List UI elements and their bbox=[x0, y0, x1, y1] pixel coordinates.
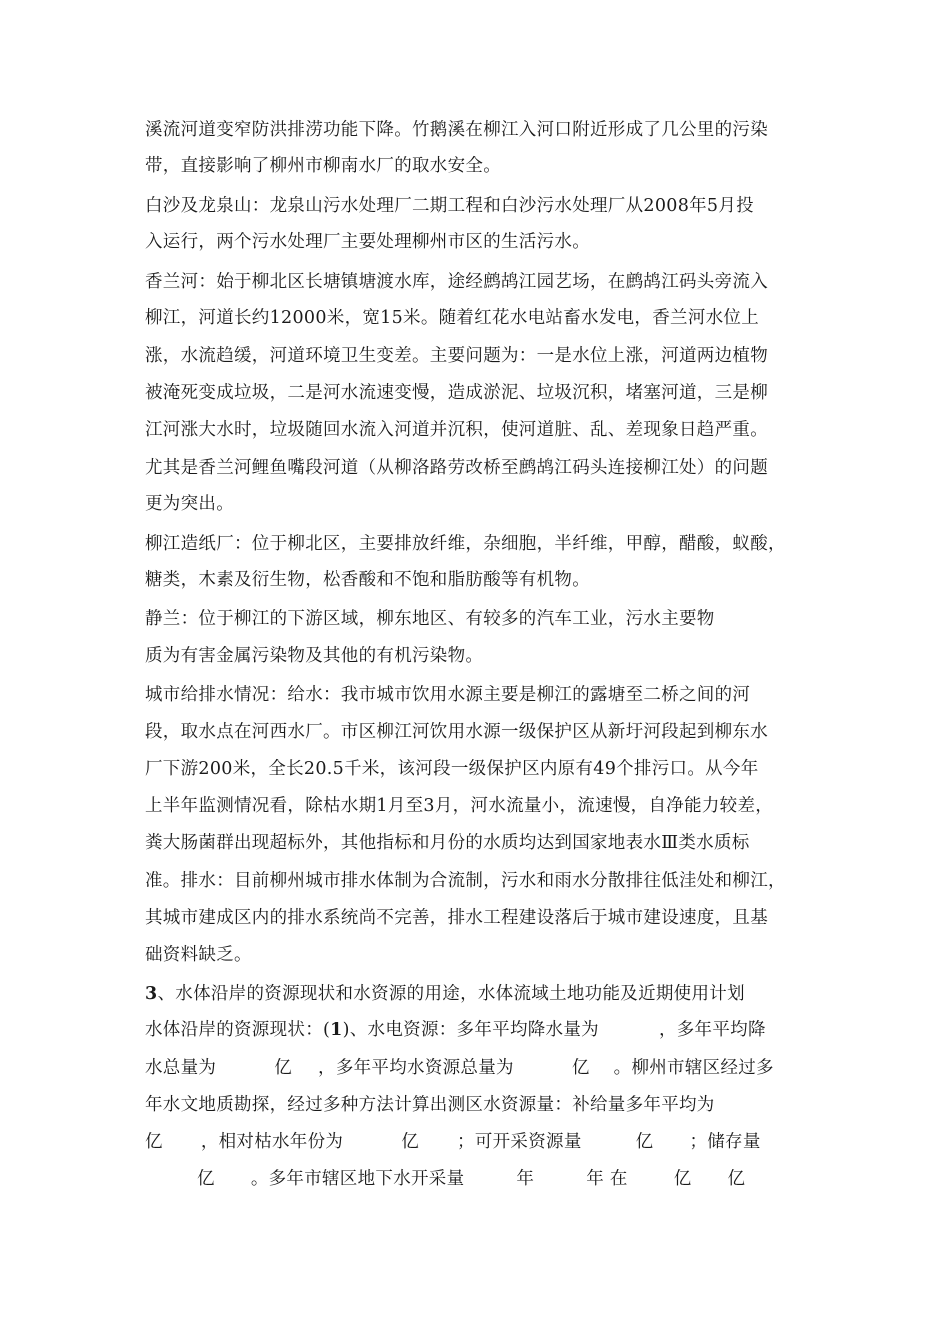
text-run: 亿 bbox=[145, 1132, 163, 1152]
section-heading bbox=[145, 982, 745, 1006]
paragraph-line: 涨，水流趋缓，河道环境卫生变差。主要问题为：一是水位上涨，河道两边植物 bbox=[145, 346, 768, 366]
text-run: 。多年市辖区地下水开采量 bbox=[250, 1169, 465, 1189]
paragraph-line: 更为突出。 bbox=[145, 494, 234, 514]
text-run: 年 bbox=[516, 1169, 535, 1189]
paragraph-line: 年水文地质勘探，经过多种方法计算出测区水资源量：补给量多年平均为 bbox=[145, 1095, 715, 1115]
paragraph-line: 础资料缺乏。 bbox=[145, 945, 252, 965]
text-run: 水总量为 bbox=[145, 1058, 217, 1078]
paragraph-line: 江河涨大水时，垃圾随回水流入河道并沉积，使河道脏、乱、差现象日趋严重。 bbox=[145, 420, 768, 440]
text-run: 1 bbox=[330, 1020, 343, 1040]
text-run: 亿 bbox=[673, 1169, 692, 1189]
paragraph-line bbox=[145, 1167, 745, 1191]
paragraph-line: 香兰河：始于柳北区长塘镇塘渡水库，途经鹧鸪江园艺场，在鹧鸪江码头旁流入 bbox=[145, 272, 768, 292]
paragraph-line: 上半年监测情况看，除枯水期1月至3月，河水流量小，流速慢，自净能力较差， bbox=[145, 796, 774, 816]
paragraph-line: 糖类，木素及衍生物，松香酸和不饱和脂肪酸等有机物。 bbox=[145, 570, 590, 590]
text-run: ，多年平均降 bbox=[658, 1020, 766, 1040]
paragraph-line: 粪大肠菌群出现超标外，其他指标和月份的水质均达到国家地表水Ⅲ类水质标 bbox=[145, 833, 750, 853]
paragraph-line: 带，直接影响了柳州市柳南水厂的取水安全。 bbox=[145, 156, 501, 176]
paragraph-line: 质为有害金属污染物及其他的有机污染物。 bbox=[145, 646, 484, 666]
paragraph-line: 静兰：位于柳江的下游区域，柳东地区、有较多的汽车工业，污水主要物 bbox=[145, 609, 715, 629]
paragraph-line: 柳江，河道长约12000米，宽15米。随着红花水电站畜水发电，香兰河水位上 bbox=[145, 308, 760, 328]
text-run: ；可开采资源量 bbox=[457, 1132, 582, 1152]
text-run: 亿 bbox=[274, 1058, 293, 1078]
text-run: 水体沿岸的资源现状：( bbox=[145, 1020, 331, 1040]
text-run: 。柳州市辖区经过多 bbox=[613, 1058, 774, 1078]
text-run: 亿 bbox=[727, 1169, 746, 1189]
paragraph-line: 入运行，两个污水处理厂主要处理柳州市区的生活污水。 bbox=[145, 232, 590, 252]
paragraph-line: 白沙及龙泉山：龙泉山污水处理厂二期工程和白沙污水处理厂从2008年5月投 bbox=[145, 196, 754, 216]
section-heading-text: 、水体沿岸的资源现状和水资源的用途，水体流域土地功能及近期使用计划 bbox=[157, 984, 745, 1004]
paragraph-line bbox=[145, 1018, 766, 1042]
section-number: 3 bbox=[145, 984, 158, 1004]
text-run: 亿 bbox=[635, 1132, 654, 1152]
text-run: ，多年平均水资源总量为 bbox=[318, 1058, 514, 1078]
text-run: ，相对枯水年份为 bbox=[200, 1132, 344, 1152]
paragraph-line: 厂下游200米，全长20.5千米，该河段一级保护区内原有49个排污口。从今年 bbox=[145, 759, 759, 779]
text-run: 亿 bbox=[197, 1169, 215, 1189]
paragraph-line: 尤其是香兰河鲤鱼嘴段河道（从柳洛路劳改桥至鹧鸪江码头连接柳江处）的问题 bbox=[145, 458, 768, 478]
paragraph-line bbox=[145, 1056, 774, 1080]
paragraph-line: 被淹死变成垃圾，二是河水流速变慢，造成淤泥、垃圾沉积，堵塞河道，三是柳 bbox=[145, 383, 768, 403]
text-run: 亿 bbox=[571, 1058, 590, 1078]
text-run: )、水电资源：多年平均降水量为 bbox=[342, 1020, 599, 1040]
text-run: 亿 bbox=[401, 1132, 420, 1152]
paragraph-line: 城市给排水情况：给水：我市城市饮用水源主要是柳江的露塘至二桥之间的河 bbox=[145, 685, 751, 705]
text-run: ；储存量 bbox=[689, 1132, 761, 1152]
paragraph-line: 溪流河道变窄防洪排涝功能下降。竹鹅溪在柳江入河口附近形成了几公里的污染 bbox=[145, 120, 768, 140]
paragraph-line: 准。排水：目前柳州城市排水体制为合流制，污水和雨水分散排往低洼处和柳江， bbox=[145, 871, 786, 891]
paragraph-line: 段，取水点在河西水厂。市区柳江河饮用水源一级保护区从新圩河段起到柳东水 bbox=[145, 722, 768, 742]
text-run: 年 在 bbox=[586, 1169, 628, 1189]
paragraph-line: 柳江造纸厂：位于柳北区，主要排放纤维，杂细胞，半纤维，甲醇，醋酸，蚁酸， bbox=[145, 534, 786, 554]
paragraph-line bbox=[145, 1130, 761, 1154]
paragraph-line: 其城市建成区内的排水系统尚不完善，排水工程建设落后于城市建设速度，且基 bbox=[145, 908, 768, 928]
